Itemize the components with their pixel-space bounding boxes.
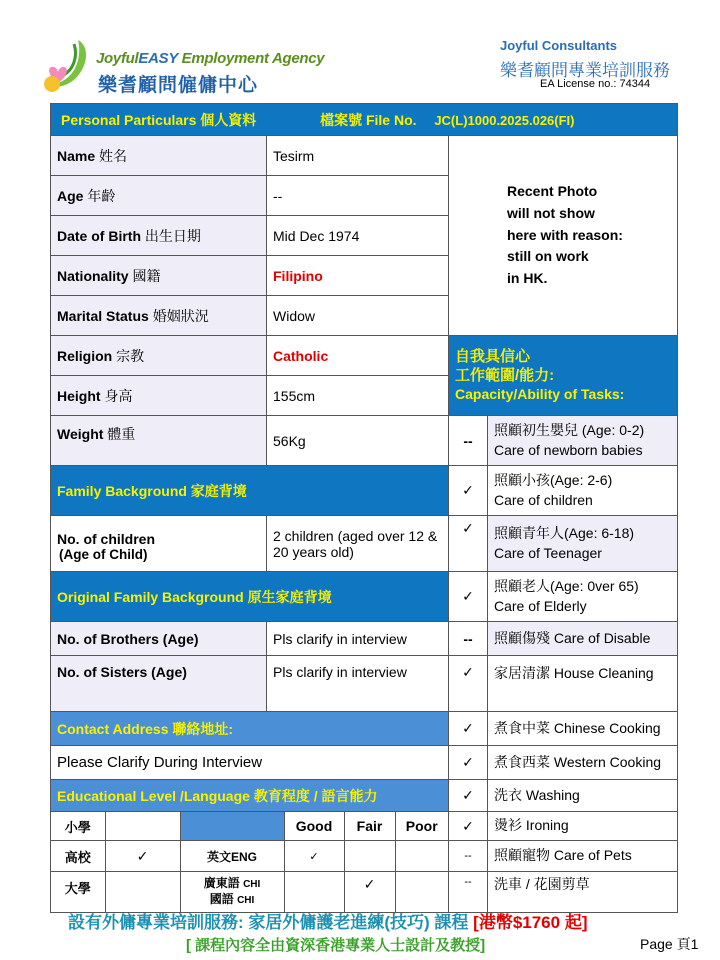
high-school-check: ✓ <box>105 841 180 871</box>
field-label-zh: 年齡 <box>87 187 116 204</box>
task-mark: ✓ <box>449 572 488 622</box>
task-item: 洗衣 Washing <box>488 780 678 812</box>
english-good-check: ✓ <box>284 841 344 871</box>
task-item: 照顧老人(Age: 0ver 65) Care of Elderly <box>488 572 678 622</box>
original-family-heading: Original Family Background 原生家庭背境 <box>51 572 449 622</box>
field-label: Age <box>57 187 84 204</box>
table-row <box>51 622 678 656</box>
consultants-chinese-name: 樂耆顧問專業培訓服務 <box>500 61 670 80</box>
field-label-zh: 婚姻狀況 <box>152 307 209 324</box>
tasks-heading-line: 工作範圍/能力: <box>455 366 555 384</box>
logo-icon <box>38 36 96 98</box>
education-grid-row <box>51 841 448 871</box>
photo-note-line: will not show <box>507 204 595 221</box>
logo <box>38 36 96 98</box>
children-value: 2 children (aged over 12 & 20 years old) <box>267 516 449 572</box>
photo-note-line: Recent Photo <box>507 183 598 200</box>
task-mark: -- <box>449 872 488 913</box>
task-mark: ✓ <box>449 656 488 712</box>
education-grid-row <box>51 872 448 912</box>
language-english: 英文ENG <box>180 841 284 871</box>
field-label: Nationality <box>57 267 129 284</box>
field-label-zh: 出生日期 <box>144 227 201 244</box>
marital-status-value: Widow <box>267 296 449 336</box>
task-item: 煮食西菜 Western Cooking <box>488 746 678 780</box>
education-level: 小學 <box>51 812 105 840</box>
table-row <box>51 872 678 913</box>
photo-placeholder <box>449 136 678 336</box>
cantonese-fair-check: ✓ <box>344 872 395 912</box>
field-label: Religion <box>57 347 113 364</box>
dob-value: Mid Dec 1974 <box>267 216 449 256</box>
sisters-value: Pls clarify in interview <box>267 656 449 712</box>
task-item: 照顧寵物 Care of Pets <box>488 841 678 872</box>
title-row <box>51 104 678 136</box>
brothers-value: Pls clarify in interview <box>267 622 449 656</box>
field-label-zh: 體重 <box>107 426 136 442</box>
field-label-zh: 國籍 <box>132 267 161 284</box>
task-item: 照顧青年人(Age: 6-18) Care of Teenager <box>488 516 678 572</box>
children-label: No. of children <box>57 531 155 547</box>
task-item: 燙衫 Ironing <box>488 812 678 841</box>
contact-address-heading: Contact Address 聯絡地址: <box>51 712 449 746</box>
religion-value: Catholic <box>267 336 449 376</box>
table-row <box>51 466 678 516</box>
photo-note-line: in HK. <box>507 270 548 287</box>
education-heading: Educational Level /Language 教育程度 / 語言能力 <box>51 780 449 812</box>
task-mark: -- <box>449 841 488 872</box>
nationality-value: Filipino <box>267 256 449 296</box>
consultants-name: Joyful Consultants <box>500 38 618 53</box>
task-item: 煮食中菜 Chinese Cooking <box>488 712 678 746</box>
page-number: Page 頁1 <box>640 936 699 952</box>
file-label: 檔案號 File No. <box>320 111 417 128</box>
brothers-label: No. of Brothers (Age) <box>57 630 199 647</box>
field-label: Height <box>57 387 101 404</box>
height-value: 155cm <box>267 376 449 416</box>
field-label-zh: 姓名 <box>99 147 128 164</box>
age-value: -- <box>267 176 449 216</box>
license-number: EA License no.: 74344 <box>540 78 651 90</box>
field-label: Marital Status <box>57 307 149 324</box>
education-level: 大學 <box>51 872 105 912</box>
education-level: 高校 <box>51 841 105 871</box>
tasks-heading <box>449 336 678 416</box>
personal-particulars-heading: Personal Particulars 個人資料 <box>61 111 257 128</box>
table-row <box>51 516 678 572</box>
profile-table <box>50 103 678 913</box>
language-cantonese: 廣東語 CHI <box>203 876 261 891</box>
field-label: Weight <box>57 426 104 442</box>
sisters-label: No. of Sisters (Age) <box>57 664 187 680</box>
col-poor: Poor <box>405 818 438 834</box>
task-mark: ✓ <box>449 516 488 572</box>
logo-text: JoyfulEASY Employment Agency <box>96 50 325 67</box>
field-label-zh: 宗教 <box>116 347 145 364</box>
field-label: Date of Birth <box>57 227 141 244</box>
tasks-heading-line: Capacity/Ability of Tasks: <box>455 385 625 402</box>
table-row <box>51 136 678 176</box>
task-item: 照顧小孩(Age: 2-6) Care of children <box>488 466 678 516</box>
weight-value: 56Kg <box>267 416 449 466</box>
field-label: Name <box>57 147 96 164</box>
photo-note-line: still on work <box>507 248 589 265</box>
task-mark: -- <box>449 416 488 466</box>
table-row <box>51 656 678 712</box>
table-row <box>51 572 678 622</box>
task-mark: ✓ <box>449 466 488 516</box>
task-mark: ✓ <box>449 746 488 780</box>
task-mark: ✓ <box>449 712 488 746</box>
education-grid-row <box>51 812 448 840</box>
col-good: Good <box>284 812 344 840</box>
photo-note-line: here with reason: <box>507 226 623 243</box>
name-value: Tesirm <box>267 136 449 176</box>
table-row <box>51 780 678 812</box>
training-course-banner: 設有外傭專業培訓服務: 家居外傭護老進練(技巧) 課程 [港幣$1760 起] <box>68 913 588 932</box>
field-label-zh: 身高 <box>104 387 133 404</box>
task-item: 照顧初生嬰兒 (Age: 0-2) Care of newborn babies <box>488 416 678 466</box>
table-row <box>51 746 678 780</box>
task-item: 洗車 / 花園剪草 <box>488 872 678 913</box>
table-row <box>51 841 678 872</box>
task-mark: ✓ <box>449 812 488 841</box>
col-fair: Fair <box>344 812 395 840</box>
task-item: 照顧傷殘 Care of Disable <box>488 622 678 656</box>
table-row <box>51 712 678 746</box>
task-mark: -- <box>449 622 488 656</box>
task-item: 家居清潔 House Cleaning <box>488 656 678 712</box>
contact-address-value: Please Clarify During Interview <box>51 746 449 780</box>
file-number: JC(L)1000.2025.026(FI) <box>434 112 575 128</box>
task-mark: ✓ <box>449 780 488 812</box>
children-age-label: (Age of Child) <box>59 547 148 562</box>
table-row <box>51 812 678 841</box>
logo-chinese-name: 樂耆顧問僱傭中心 <box>98 75 259 96</box>
language-mandarin: 國語 CHI <box>209 892 255 906</box>
table-row <box>51 416 678 466</box>
tasks-heading-line: 自我具信心 <box>455 348 531 365</box>
course-note: [ 課程內容全由資深香港專業人士設計及教授] <box>186 937 486 954</box>
family-background-heading: Family Background 家庭背境 <box>51 466 449 516</box>
table-row <box>51 336 678 376</box>
